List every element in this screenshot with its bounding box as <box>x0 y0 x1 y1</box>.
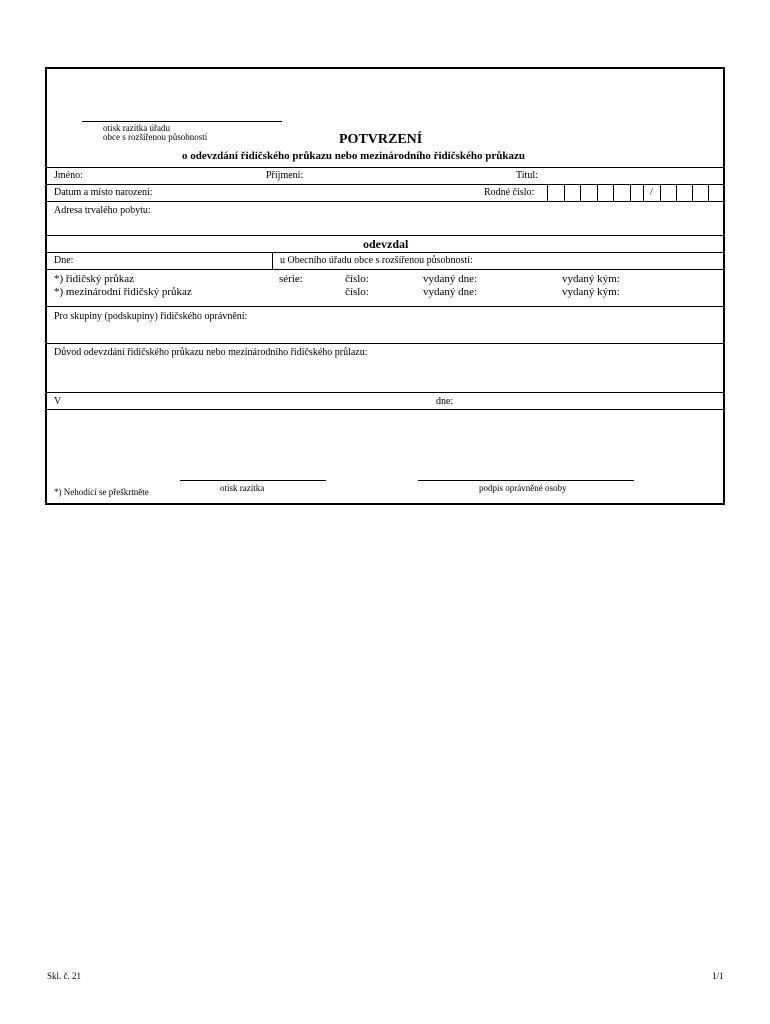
birth-number-label: Rodné číslo: <box>484 187 535 198</box>
footnote: *) Nehodící se přeškrtněte <box>54 487 149 497</box>
form-code: Skl. č. 21 <box>47 971 82 981</box>
birth-number-field[interactable] <box>548 185 720 200</box>
handover-office-label: u Obecního úřadu obce s rozšířenou působností: <box>280 255 473 266</box>
degree-field[interactable] <box>545 169 715 183</box>
place-label: V <box>54 396 62 407</box>
driving-licence-number: číslo: <box>345 273 369 285</box>
handover-date-label: Dne: <box>54 255 74 266</box>
surname-field[interactable] <box>310 169 510 183</box>
stamp-line <box>82 121 282 122</box>
section-handed-heading: odevzdal <box>363 237 409 251</box>
stamp-label-1: otisk razítka úřadu <box>103 123 170 133</box>
driving-licence-issued-by: vydaný kým: <box>562 273 620 285</box>
international-licence-issued-date: vydaný dne: <box>423 286 478 298</box>
reason-field[interactable] <box>54 360 714 390</box>
first-name-field[interactable] <box>90 169 260 183</box>
stamp-label-2: obce s rozšířenou působností <box>103 132 208 142</box>
surname-label: Příjmení: <box>266 170 304 181</box>
degree-label: Titul: <box>516 170 538 181</box>
page-number: 1/1 <box>712 971 724 981</box>
groups-field[interactable] <box>54 324 714 341</box>
driving-licence-issued-date: vydaný dne: <box>423 273 478 285</box>
place-field[interactable] <box>66 395 426 408</box>
rule <box>47 269 723 270</box>
place-date-label: dne: <box>436 396 454 407</box>
handover-office-field[interactable] <box>485 254 715 268</box>
rule <box>47 201 723 202</box>
birth-number-slash: / <box>650 187 653 198</box>
driving-licence-label: *) řidičský průkaz <box>54 273 135 285</box>
first-name-label: Jméno: <box>54 170 83 181</box>
reason-label: Důvod odevzdání řidičského průkazu nebo mezinárodního řidičského průlazu: <box>54 347 368 358</box>
page-subtitle: o odevzdání řidičského průkazu nebo mezinárodního řidičského průkazu <box>182 150 525 162</box>
place-date-field[interactable] <box>460 395 715 408</box>
rule <box>47 343 723 344</box>
rule <box>47 252 723 253</box>
birth-field[interactable] <box>170 186 470 200</box>
rule <box>47 306 723 307</box>
address-field[interactable] <box>54 218 714 233</box>
page-title: POTVRZENÍ <box>339 132 423 147</box>
handover-divider <box>272 252 273 269</box>
birth-label: Datum a místo narození: <box>54 187 153 198</box>
stamp-signature-line <box>180 480 326 481</box>
rule <box>47 167 723 168</box>
rule <box>47 409 723 410</box>
stamp-signature-label: otisk razítka <box>220 483 265 493</box>
address-label: Adresa trvalého pobytu: <box>54 205 151 216</box>
official-signature-line <box>418 480 634 481</box>
driving-licence-series: série: <box>279 273 303 285</box>
international-licence-number: číslo: <box>345 286 369 298</box>
official-signature-label: podpis oprávněné osoby <box>479 483 567 493</box>
international-licence-label: *) mezinárodní řidičský průkaz <box>54 286 192 298</box>
rule <box>47 392 723 393</box>
handover-date-field[interactable] <box>80 254 265 268</box>
rule <box>47 235 723 236</box>
international-licence-issued-by: vydaný kým: <box>562 286 620 298</box>
groups-label: Pro skupiny (podskupiny) řidičského oprávnění: <box>54 311 248 322</box>
